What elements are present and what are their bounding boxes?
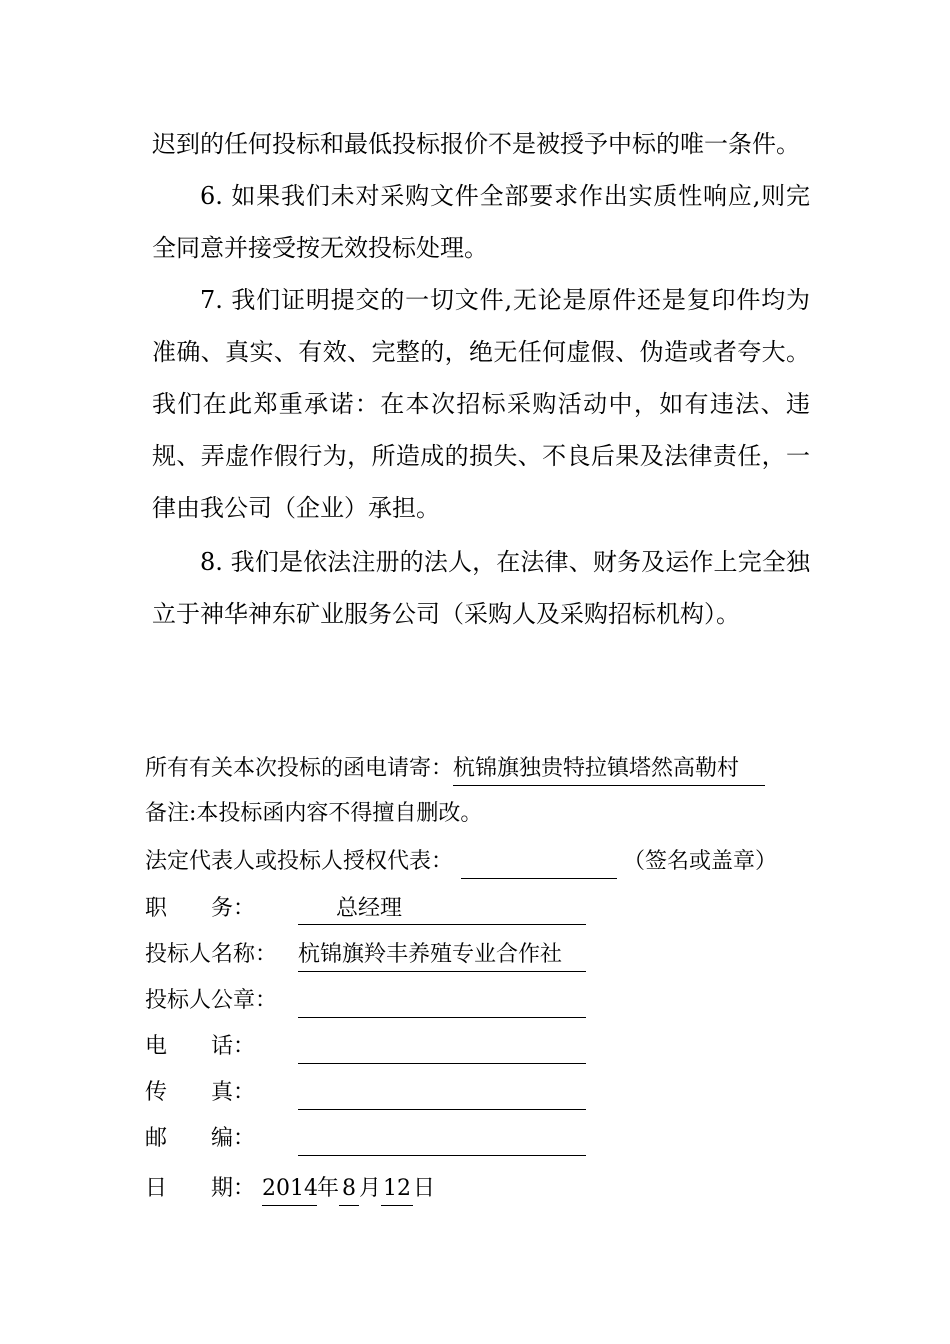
position-value: 总经理 xyxy=(298,892,586,925)
postcode-row xyxy=(145,1122,586,1156)
fax-row xyxy=(145,1076,586,1110)
representative-signature-line xyxy=(461,845,617,879)
note-row xyxy=(145,797,482,831)
paragraph-item-8: 8. 我们是依法注册的法人，在法律、财务及运作上完全独立于神华神东矿业服务公司（采购人及采购招标机构）。 xyxy=(152,548,810,628)
position-label: 职 务： xyxy=(145,896,256,921)
phone-line xyxy=(298,1030,586,1064)
paragraph-continuation: 迟到的任何投标和最低投标报价不是被授予中标的唯一条件。 xyxy=(152,130,800,158)
date-label: 日 期： xyxy=(145,1176,256,1201)
fax-line xyxy=(298,1076,586,1110)
bidder-name-value: 杭锦旗羚丰养殖专业合作社 xyxy=(298,938,586,972)
representative-row xyxy=(145,845,777,879)
year-char: 年 xyxy=(317,1176,340,1201)
note-text: 备注:本投标函内容不得擅自删改。 xyxy=(145,801,483,826)
postcode-line xyxy=(298,1122,586,1156)
date-month: 8 xyxy=(339,1172,359,1206)
bidder-name-label: 投标人名称： xyxy=(145,942,278,967)
bidder-name-row xyxy=(145,938,586,972)
date-row xyxy=(145,1172,435,1206)
representative-label: 法定代表人或投标人授权代表： xyxy=(145,849,454,874)
correspondence-row xyxy=(145,752,765,786)
correspondence-label: 所有有关本次投标的函电请寄： xyxy=(145,756,454,781)
paragraph-item-6: 6. 如果我们未对采购文件全部要求作出实质性响应,则完全同意并接受按无效投标处理。 xyxy=(152,182,810,262)
bidder-seal-row xyxy=(145,984,586,1018)
bidder-seal-label: 投标人公章： xyxy=(145,988,278,1013)
paragraph-item-7: 7. 我们证明提交的一切文件,无论是原件还是复印件均为准确、真实、有效、完整的，绝无任何虚假、伪造或者夸大。我们在此郑重承诺：在本次招标采购活动中，如有违法、违规、弄虚作假行为，所造成的损失、不良后果及法律责任，一律由我公司（企业）承担。 xyxy=(152,286,810,522)
bidder-seal-line xyxy=(298,984,586,1018)
signature-note: （签名或盖章） xyxy=(623,849,778,874)
correspondence-address: 杭锦旗独贵特拉镇塔然高勒村 xyxy=(453,752,765,786)
position-row xyxy=(145,892,586,926)
fax-label: 传 真： xyxy=(145,1080,256,1105)
postcode-label: 邮 编： xyxy=(145,1126,256,1151)
phone-row xyxy=(145,1030,586,1064)
phone-label: 电 话： xyxy=(145,1034,256,1059)
day-char: 日 xyxy=(413,1176,436,1201)
month-char: 月 xyxy=(359,1176,382,1201)
date-day: 12 xyxy=(381,1172,413,1206)
date-year: 2014 xyxy=(262,1172,317,1206)
